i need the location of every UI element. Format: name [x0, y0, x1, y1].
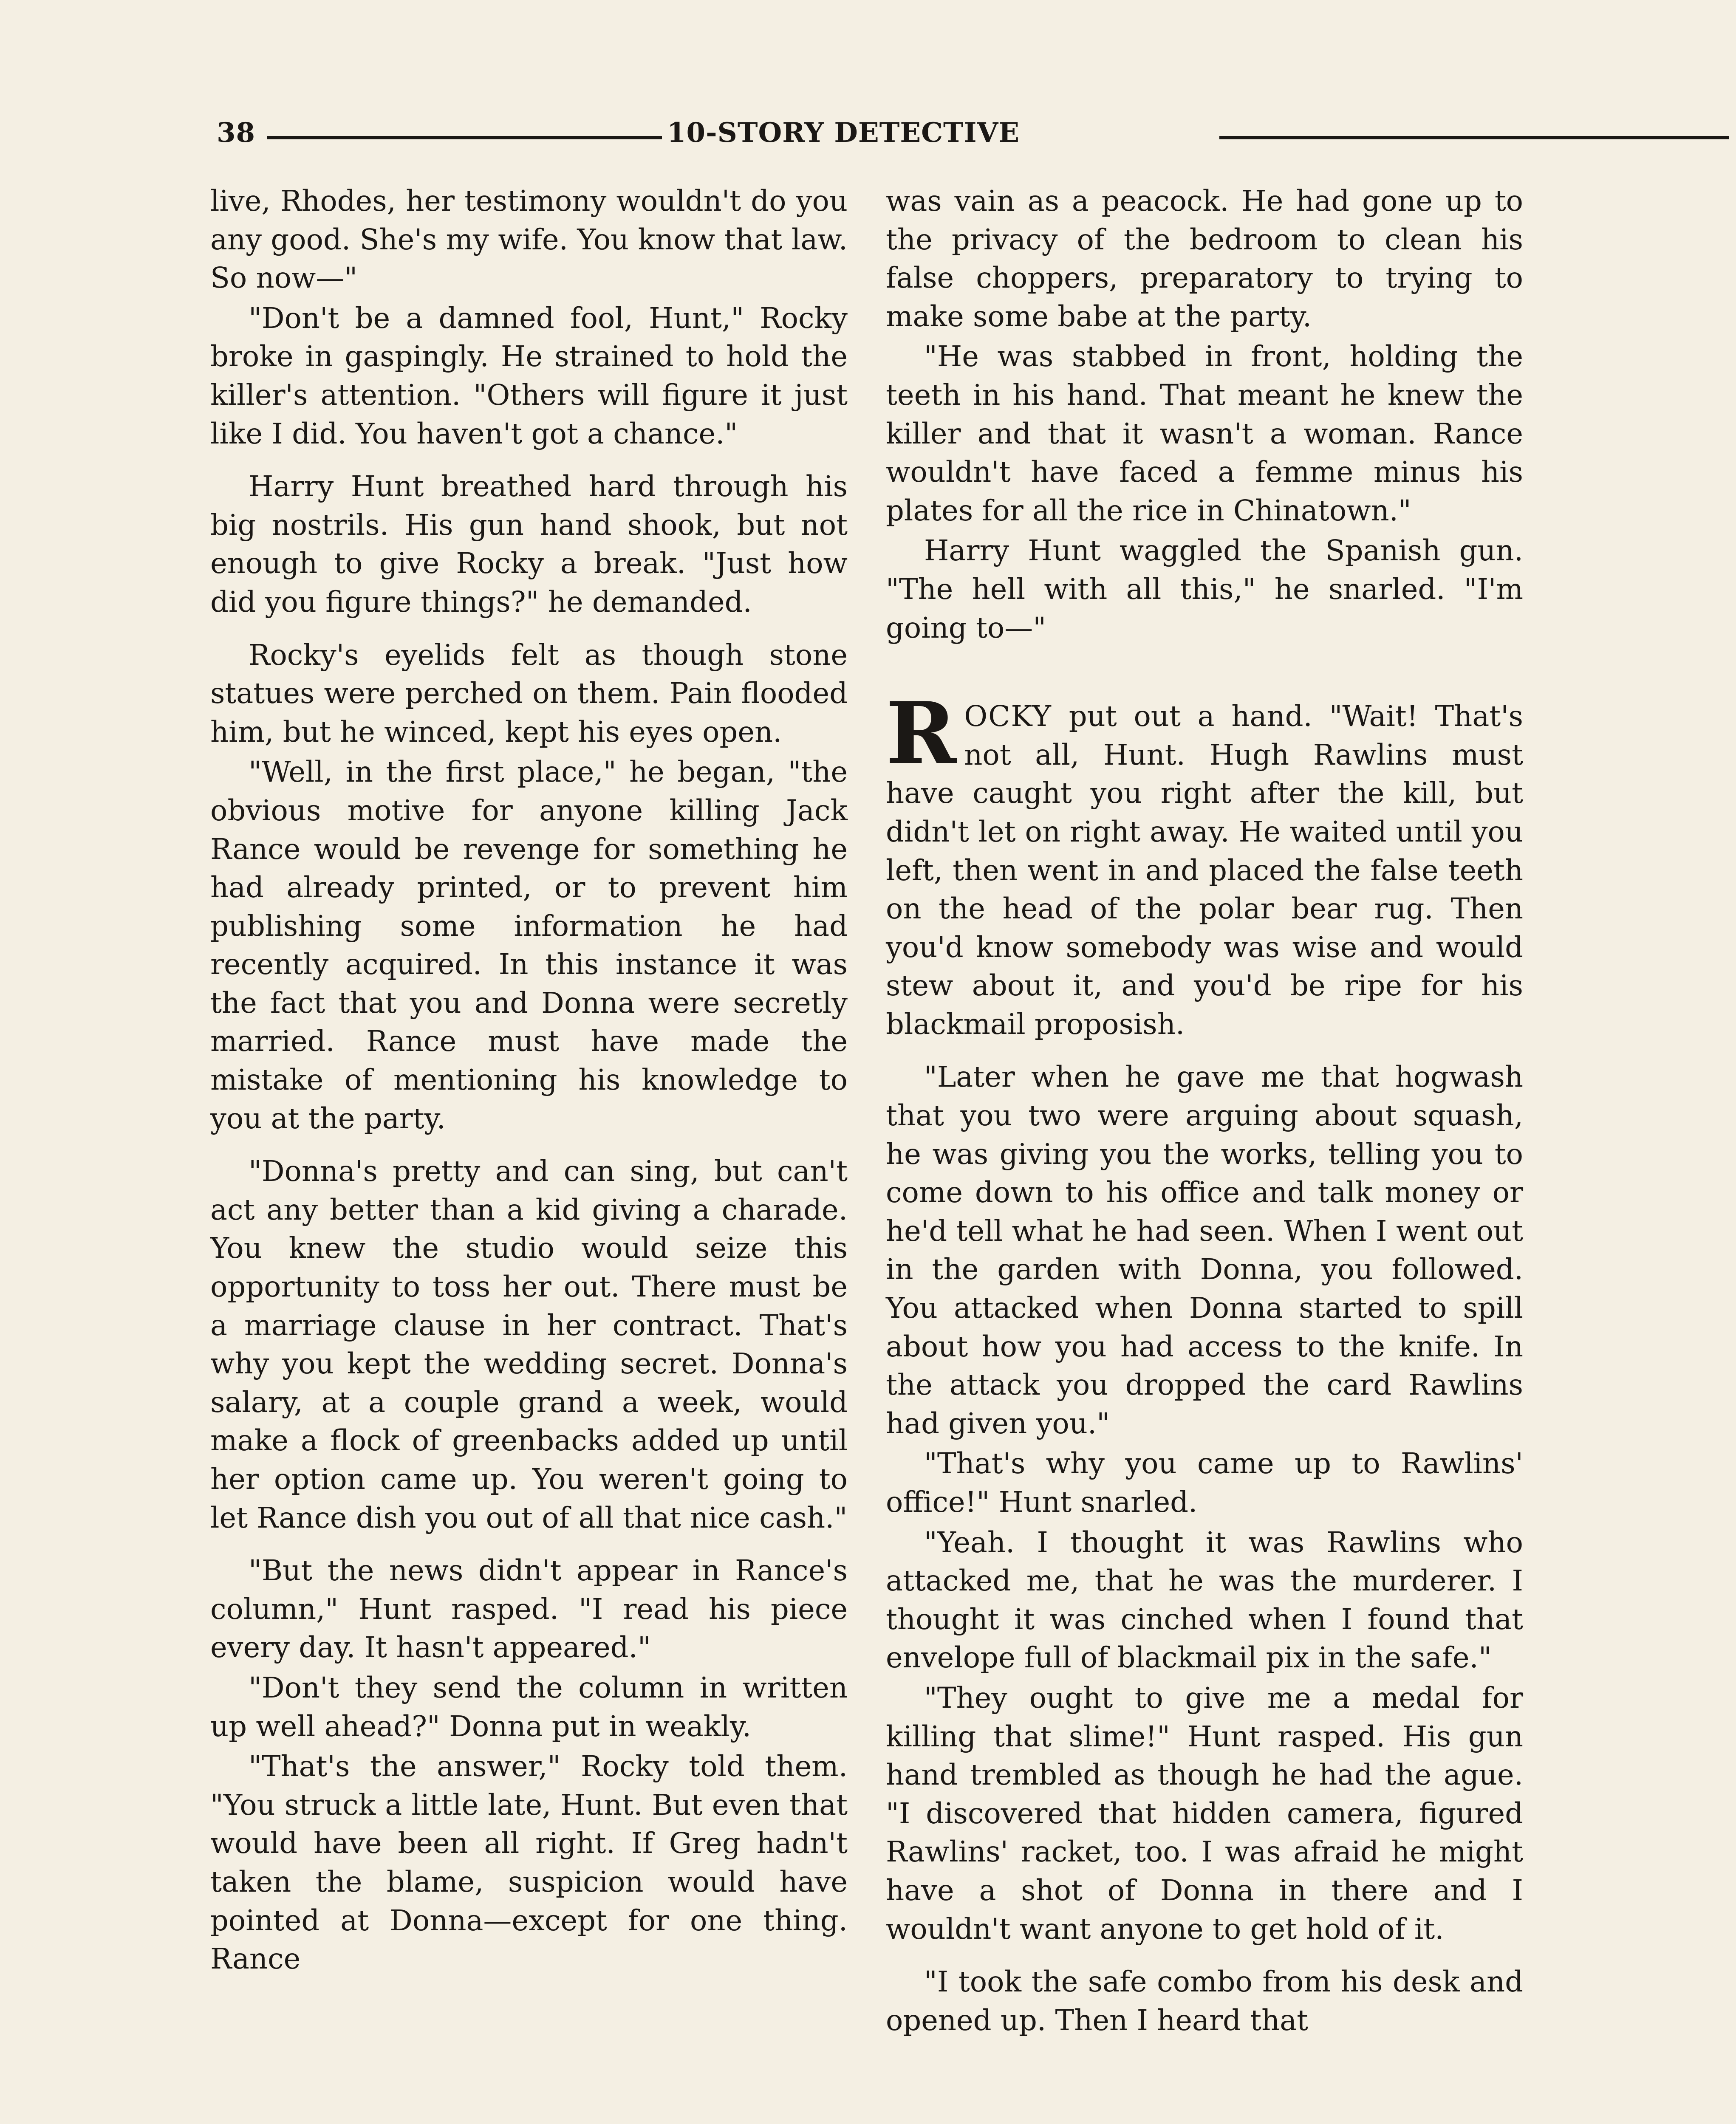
left-column: [210, 182, 848, 1980]
section-opening-paragraph: [886, 684, 1523, 1043]
paragraph: "Well, in the first place," he began, "the obvious motive for anyone killing Jack Rance would be revenge for something he had already printed, or to prevent him publishing some information he had recently acquired. In this instance it was the fact that you and Donna were secretly married. Rance must have made the mistake of mentioning his knowledge to you at the party.: [210, 755, 848, 1135]
header-rule-left: [267, 136, 662, 139]
paragraph: "He was stabbed in front, holding the teeth in his hand. That meant he knew the killer and that it wasn't a woman. Rance wouldn't have faced a femme minus his plates for all the rice in Chinatown.": [886, 340, 1523, 527]
paragraph: "Yeah. I thought it was Rawlins who attacked me, that he was the murderer. I thought it was cinched when I found that envelope full of blackmail pix in the safe.": [886, 1525, 1523, 1675]
drop-cap: R: [886, 684, 957, 784]
paragraph: "Donna's pretty and can sing, but can't act any better than a kid giving a charade. You knew the studio would seize this opportunity to toss her out. There must be a marriage clause in her contract. That's why you kept the wedding secret. Donna's salary, at a couple grand a week, would make a flock of greenbacks added up until her option came up. You weren't going to let Rance dish you out of all that nice cash.": [210, 1155, 848, 1534]
paragraph: was vain as a peacock. He had gone up to the privacy of the bedroom to clean his false choppers, preparatory to trying to make some babe at the party.: [886, 184, 1523, 333]
running-head: [217, 110, 1517, 156]
right-column: [886, 182, 1523, 2041]
page-number: 38: [217, 117, 256, 149]
paragraph: Harry Hunt breathed hard through his big nostrils. His gun hand shook, but not enough to give Rocky a break. "Just how did you figure things?" he demanded.: [210, 470, 848, 619]
paragraph: "I took the safe combo from his desk and opened up. Then I heard that: [886, 1965, 1523, 2037]
header-rule-right: [1219, 136, 1729, 139]
paragraph: "They ought to give me a medal for killing that slime!" Hunt rasped. His gun hand trembled as though he had the ague. "I discovered that hidden camera, figured Rawlins' racket, too. I was afraid he might have a shot of Donna in there and I wouldn't want anyone to get hold of it.: [886, 1681, 1523, 1946]
small-caps-lead: OCKY: [964, 700, 1052, 733]
paragraph: "Don't be a damned fool, Hunt," Rocky broke in gaspingly. He strained to hold the killer's attention. "Others will figure it just like I did. You haven't got a chance.": [210, 301, 848, 450]
paragraph: "But the news didn't appear in Rance's column," Hunt rasped. "I read his piece every day. It hasn't appeared.": [210, 1554, 848, 1664]
paragraph: Harry Hunt waggled the Spanish gun. "The hell with all this," he snarled. "I'm going to—": [886, 534, 1523, 644]
paragraph: "Later when he gave me that hogwash that you two were arguing about squash, he was giving you the works, telling you to come down to his office and talk money or he'd tell what he had seen. When I went out in the garden with Donna, you followed. You attacked when Donna started to spill about how you had access to the knife. In the attack you dropped the card Rawlins had given you.": [886, 1060, 1523, 1440]
magazine-title: 10-STORY DETECTIVE: [667, 117, 1020, 149]
paragraph: "That's why you came up to Rawlins' office!" Hunt snarled.: [886, 1447, 1523, 1519]
paragraph: live, Rhodes, her testimony wouldn't do you any good. She's my wife. You know that law. So now—": [210, 184, 848, 295]
paragraph-text: put out a hand. "Wait! That's not all, Hunt. Hugh Rawlins must have caught you right after the kill, but didn't let on right away. He waited until you left, then went in and placed the false teeth on the head of the polar bear rug. Then you'd know somebody was wise and would stew about it, and you'd be ripe for his blackmail proposish.: [886, 700, 1523, 1041]
paragraph: "Don't they send the column in written up well ahead?" Donna put in weakly.: [210, 1671, 848, 1743]
paragraph: "That's the answer," Rocky told them. "You struck a little late, Hunt. But even that would have been all right. If Greg hadn't taken the blame, suspicion would have pointed at Donna—except for one thing. Rance: [210, 1750, 848, 1976]
paragraph: Rocky's eyelids felt as though stone statues were perched on them. Pain flooded him, but he winced, kept his eyes open.: [210, 638, 848, 748]
